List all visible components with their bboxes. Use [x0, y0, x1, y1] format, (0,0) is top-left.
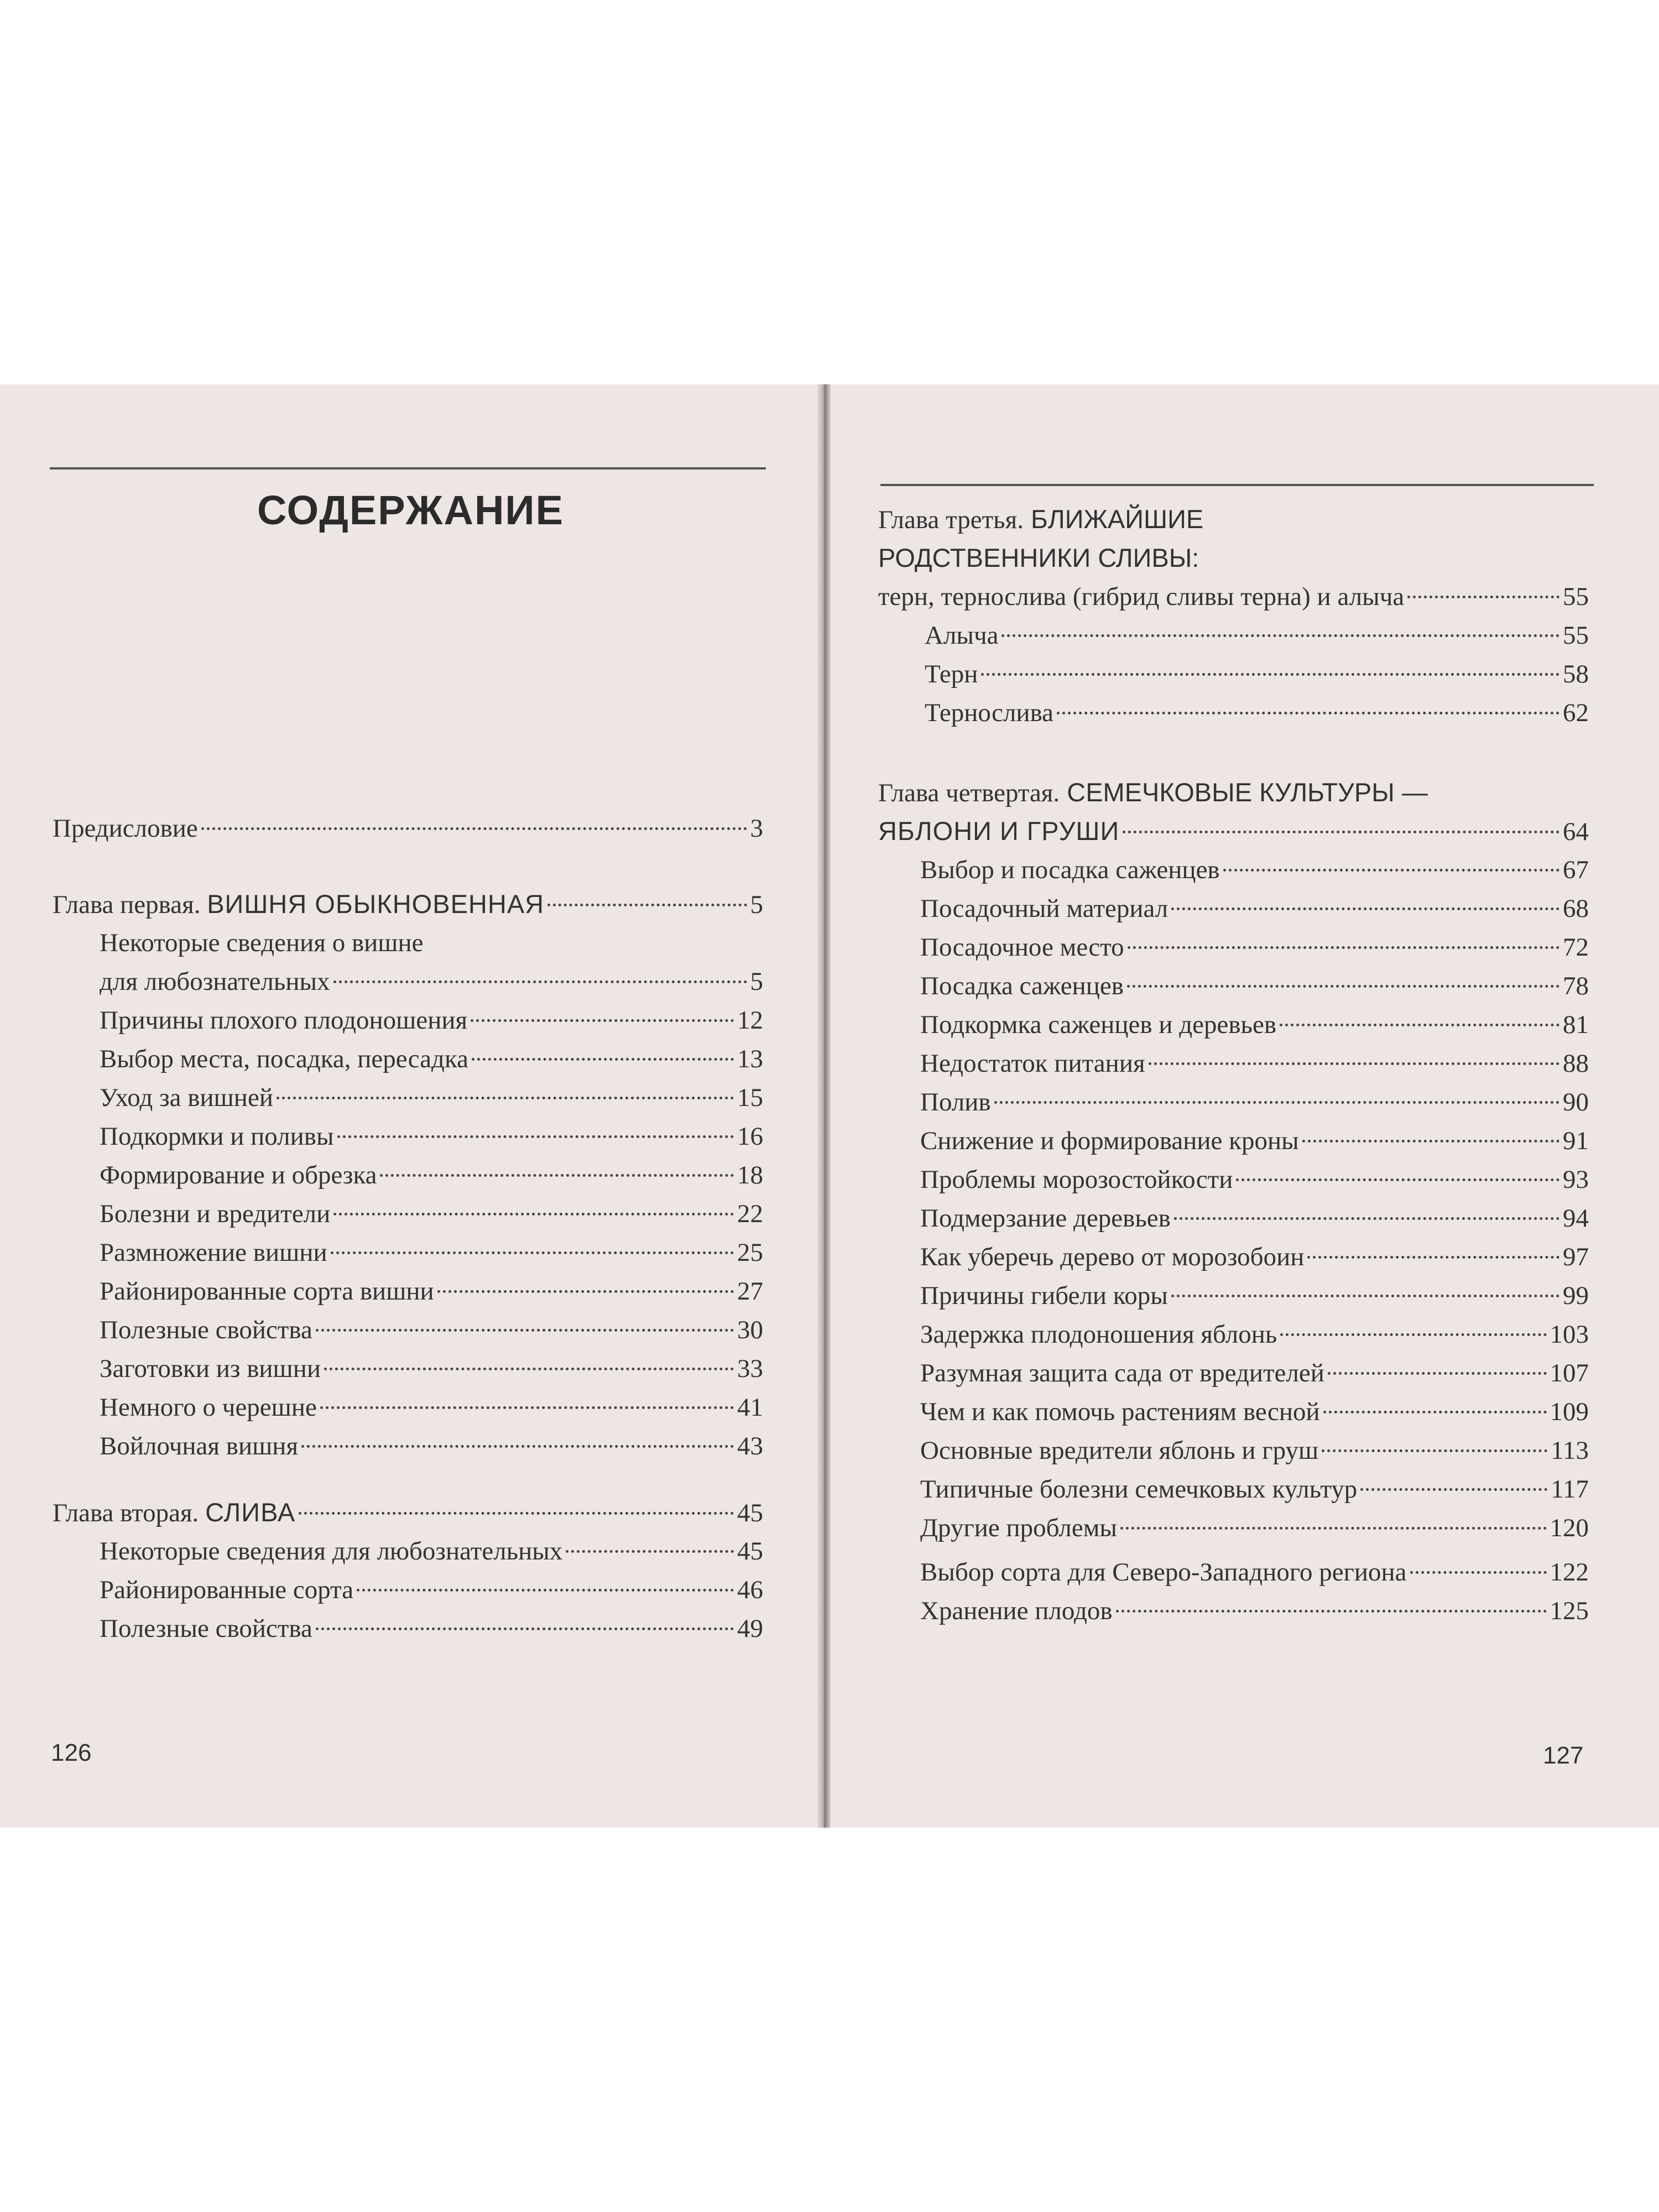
toc-entry-label[interactable]: Некоторые сведения о вишне — [100, 928, 424, 957]
page-number-right: 127 — [1543, 1742, 1584, 1769]
chapter-title-line-1: БЛИЖАЙШИЕ — [1031, 504, 1204, 534]
toc-entry-label: Типичные болезни семечковых культур — [920, 1475, 1358, 1504]
dot-leader — [1223, 869, 1559, 872]
toc-entry-page: 90 — [1563, 1088, 1589, 1117]
toc-entry-label: Подмерзание деревьев — [920, 1204, 1171, 1233]
toc-entry[interactable] — [920, 851, 1589, 889]
toc-entry-page: 103 — [1550, 1320, 1589, 1349]
toc-entry[interactable] — [920, 1044, 1589, 1083]
dot-leader — [1174, 1217, 1559, 1220]
toc-entry-label: Посадочный материал — [920, 894, 1168, 923]
toc-entry-label: Уход за вишней — [100, 1083, 273, 1112]
toc-entry-page: 107 — [1550, 1359, 1589, 1387]
toc-entry[interactable] — [100, 1194, 763, 1233]
toc-entry-page: 68 — [1563, 894, 1589, 923]
toc-entry[interactable] — [920, 967, 1589, 1005]
toc-entry-page: 33 — [737, 1354, 763, 1383]
dot-leader — [1328, 1372, 1547, 1375]
toc-entry-label: Войлочная вишня — [100, 1432, 299, 1460]
toc-entry[interactable] — [100, 1349, 763, 1388]
toc-entry-page: 88 — [1563, 1049, 1589, 1078]
toc-entry-page: 58 — [1563, 660, 1589, 688]
toc-entry[interactable] — [100, 1001, 763, 1040]
chapter-prefix: Глава третья. — [878, 505, 1024, 534]
toc-entry-page: 18 — [737, 1161, 763, 1190]
toc-entry-label: Посадочное место — [920, 933, 1124, 962]
toc-entry-label: Выбор места, посадка, пересадка — [100, 1045, 468, 1073]
toc-entry-preface[interactable] — [53, 809, 763, 848]
chapter-title: ВИШНЯ ОБЫКНОВЕННАЯ — [207, 889, 545, 919]
toc-entry-page: 25 — [737, 1238, 763, 1267]
chapter-4-title — [878, 773, 1428, 812]
toc-entry-page: 15 — [737, 1083, 763, 1112]
toc-entry-label: Болезни и вредители — [100, 1199, 331, 1228]
dot-leader — [299, 1512, 734, 1515]
toc-entry-page: 12 — [737, 1006, 763, 1035]
toc-entry[interactable] — [920, 1470, 1589, 1509]
dot-leader — [1171, 907, 1559, 910]
toc-entry-label: Причины плохого плодоношения — [100, 1006, 468, 1035]
toc-entry[interactable] — [100, 1532, 763, 1571]
toc-entry-label: Выбор и посадка саженцев — [920, 855, 1220, 884]
toc-entry-label: Формирование и обрезка — [100, 1161, 377, 1190]
dot-leader — [1407, 596, 1559, 598]
toc-entry-label: Размножение вишни — [100, 1238, 327, 1267]
dot-leader — [1171, 1295, 1559, 1297]
dot-leader — [1280, 1024, 1559, 1026]
toc-entry-label: Основные вредители яблонь и груш — [920, 1436, 1319, 1465]
toc-entry-page: 46 — [737, 1575, 763, 1604]
toc-entry-page: 16 — [737, 1122, 763, 1151]
dot-leader — [1127, 985, 1559, 988]
chapter-prefix: Глава первая. — [53, 890, 201, 919]
dot-leader — [333, 980, 747, 983]
dot-leader — [1001, 634, 1559, 637]
toc-entry-label: Алыча — [925, 621, 999, 650]
toc-entry[interactable] — [920, 1315, 1589, 1354]
toc-entry-label: Районированные сорта вишни — [100, 1277, 434, 1306]
dot-leader — [1128, 946, 1559, 949]
dot-leader — [316, 1627, 734, 1630]
toc-entry[interactable] — [100, 1609, 763, 1648]
toc-entry-page: 27 — [737, 1277, 763, 1306]
toc-entry-page: 41 — [737, 1393, 763, 1422]
toc-entry-label: Чем и как помочь растениям весной — [920, 1397, 1320, 1426]
toc-entry-label: Полезные свойства — [100, 1316, 312, 1344]
chapter-title-line-1: СЕМЕЧКОВЫЕ КУЛЬТУРЫ — — [1067, 778, 1428, 807]
dot-leader — [1120, 1527, 1546, 1530]
toc-entry-page: 125 — [1550, 1597, 1589, 1625]
dot-leader — [301, 1445, 734, 1448]
toc-entry[interactable] — [920, 1431, 1589, 1470]
toc-entry-page: 30 — [737, 1316, 763, 1344]
toc-entry-label: ЯБЛОНИ И ГРУШИ — [878, 816, 1120, 846]
toc-entry-page: 122 — [1550, 1558, 1589, 1587]
toc-chapter-3[interactable] — [878, 577, 1589, 616]
toc-entry-label: для любознательных — [100, 967, 330, 996]
toc-entry[interactable] — [100, 1233, 763, 1272]
toc-entry-page: 55 — [1563, 621, 1589, 650]
chapter-3-title — [878, 500, 1203, 539]
toc-entry[interactable] — [100, 1156, 763, 1194]
toc-entry-page: 120 — [1550, 1514, 1589, 1542]
dot-leader — [1280, 1333, 1546, 1336]
toc-entry-page: 45 — [737, 1499, 763, 1527]
dot-leader — [337, 1135, 734, 1138]
toc-entry-label: Районированные сорта — [100, 1575, 354, 1604]
dot-leader — [276, 1097, 734, 1099]
toc-entry[interactable] — [920, 1392, 1589, 1431]
toc-entry-page: 113 — [1551, 1436, 1589, 1465]
toc-entry-label: Другие проблемы — [920, 1514, 1118, 1542]
chapter-title: СЛИВА — [205, 1498, 296, 1527]
toc-entry-page: 64 — [1563, 817, 1589, 846]
toc-entry-page: 97 — [1563, 1243, 1589, 1271]
dot-leader — [1149, 1062, 1559, 1065]
toc-entry-label: Некоторые сведения для любознательных — [100, 1537, 563, 1566]
toc-entry-page: 45 — [737, 1537, 763, 1566]
dot-leader — [566, 1550, 734, 1553]
toc-entry-page: 94 — [1563, 1204, 1589, 1233]
dot-leader — [324, 1368, 734, 1370]
toc-entry-label: Причины гибели коры — [920, 1281, 1168, 1310]
dot-leader — [1116, 1610, 1547, 1613]
chapter-3-title-line-2: РОДСТВЕННИКИ СЛИВЫ: — [878, 543, 1199, 572]
chapter-prefix: Глава четвертая. — [878, 779, 1060, 807]
toc-entry[interactable] — [920, 889, 1589, 928]
toc-entry[interactable] — [920, 1276, 1589, 1315]
dot-leader — [333, 1213, 734, 1215]
toc-entry-page: 99 — [1563, 1281, 1589, 1310]
toc-entry[interactable] — [925, 616, 1589, 655]
toc-entry[interactable] — [100, 1571, 763, 1609]
toc-entry[interactable] — [920, 1121, 1589, 1160]
toc-entry-label: Выбор сорта для Северо-Западного региона — [920, 1558, 1407, 1587]
toc-entry[interactable] — [100, 962, 763, 1001]
dot-leader — [1236, 1178, 1559, 1181]
dot-leader — [357, 1589, 734, 1592]
contents-heading: СОДЕРЖАНИЕ — [257, 487, 564, 533]
toc-entry[interactable] — [920, 1592, 1589, 1630]
toc-entry-label: Задержка плодоношения яблонь — [920, 1320, 1277, 1349]
dot-leader — [994, 1101, 1559, 1104]
toc-entry-label: Немного о черешне — [100, 1393, 317, 1422]
toc-entry-label: Хранение плодов — [920, 1597, 1113, 1625]
toc-entry-label: Разумная защита сада от вредителей — [920, 1359, 1324, 1387]
toc-entry-label: Как уберечь дерево от морозобоин — [920, 1243, 1305, 1271]
toc-entry[interactable] — [920, 1553, 1589, 1592]
toc-entry-page: 109 — [1550, 1397, 1589, 1426]
toc-entry[interactable] — [100, 1117, 763, 1156]
toc-entry-page: 117 — [1551, 1475, 1589, 1504]
toc-entry-page: 62 — [1563, 698, 1589, 727]
dot-leader — [1322, 1449, 1547, 1452]
toc-entry[interactable] — [920, 928, 1589, 967]
page-number-left: 126 — [51, 1739, 92, 1766]
toc-entry[interactable] — [920, 1509, 1589, 1547]
toc-entry-page: 91 — [1563, 1126, 1589, 1155]
toc-entry-page: 5 — [750, 967, 763, 996]
dot-leader — [437, 1290, 734, 1293]
toc-entry-label: Проблемы морозостойкости — [920, 1165, 1233, 1194]
dot-leader — [201, 827, 747, 830]
left-top-rule — [50, 467, 766, 469]
dot-leader — [320, 1406, 734, 1409]
dot-leader — [1323, 1411, 1547, 1413]
toc-entry[interactable] — [100, 1078, 763, 1117]
toc-entry-page: 55 — [1563, 582, 1589, 611]
toc-entry-page: 49 — [737, 1614, 763, 1643]
dot-leader — [1302, 1140, 1559, 1142]
book-gutter — [817, 384, 831, 1828]
toc-entry[interactable] — [920, 1083, 1589, 1121]
dot-leader — [981, 673, 1559, 676]
toc-entry[interactable] — [925, 655, 1589, 693]
toc-entry[interactable] — [920, 1354, 1589, 1392]
toc-entry-page: 81 — [1563, 1010, 1589, 1039]
toc-entry-label: Терн — [925, 660, 978, 688]
chapter-prefix: Глава вторая. — [53, 1499, 199, 1527]
toc-entry-label: Полив — [920, 1088, 991, 1117]
toc-entry-page: 67 — [1563, 855, 1589, 884]
dot-leader — [380, 1174, 734, 1177]
dot-leader — [1057, 712, 1559, 714]
toc-entry-label: Полезные свойства — [100, 1614, 312, 1643]
toc-entry-label: терн, тернослива (гибрид сливы терна) и алыча — [878, 582, 1405, 611]
toc-entry-label: Подкормки и поливы — [100, 1122, 334, 1151]
toc-entry-label: Заготовки из вишни — [100, 1354, 321, 1383]
toc-entry[interactable] — [920, 1199, 1589, 1238]
dot-leader — [1307, 1256, 1559, 1259]
toc-entry-label: Посадка саженцев — [920, 972, 1124, 1000]
dot-leader — [1410, 1571, 1547, 1574]
dot-leader — [471, 1019, 734, 1022]
toc-entry[interactable] — [100, 1311, 763, 1349]
toc-entry-label: Тернослива — [925, 698, 1054, 727]
dot-leader — [547, 904, 747, 906]
toc-chapter-4[interactable] — [878, 812, 1589, 851]
toc-entry-label: Недостаток питания — [920, 1049, 1145, 1078]
toc-entry-page: 22 — [737, 1199, 763, 1228]
toc-entry[interactable] — [100, 1272, 763, 1311]
toc-entry-page: 72 — [1563, 933, 1589, 962]
toc-entry[interactable] — [100, 1388, 763, 1427]
dot-leader — [331, 1251, 734, 1254]
dot-leader — [1360, 1488, 1547, 1491]
toc-entry-page: 78 — [1563, 972, 1589, 1000]
dot-leader — [1123, 831, 1559, 833]
toc-entry-label: Предисловие — [53, 814, 198, 843]
toc-entry[interactable] — [925, 693, 1589, 732]
toc-chapter-2[interactable] — [53, 1493, 763, 1532]
toc-entry-page: 5 — [750, 890, 763, 919]
toc-entry[interactable] — [920, 1160, 1589, 1199]
toc-entry-page: 43 — [737, 1432, 763, 1460]
toc-entry[interactable] — [920, 1238, 1589, 1276]
toc-entry-page: 3 — [750, 814, 763, 843]
right-top-rule — [880, 484, 1594, 486]
toc-entry[interactable] — [100, 1040, 763, 1078]
dot-leader — [472, 1058, 734, 1061]
toc-chapter-1[interactable] — [53, 885, 763, 924]
toc-entry-page: 13 — [737, 1045, 763, 1073]
toc-entry-page: 93 — [1563, 1165, 1589, 1194]
dot-leader — [316, 1329, 734, 1332]
toc-entry[interactable] — [920, 1005, 1589, 1044]
toc-entry-label: Подкормка саженцев и деревьев — [920, 1010, 1277, 1039]
toc-entry-label: Снижение и формирование кроны — [920, 1126, 1299, 1155]
toc-entry[interactable] — [100, 1427, 763, 1465]
